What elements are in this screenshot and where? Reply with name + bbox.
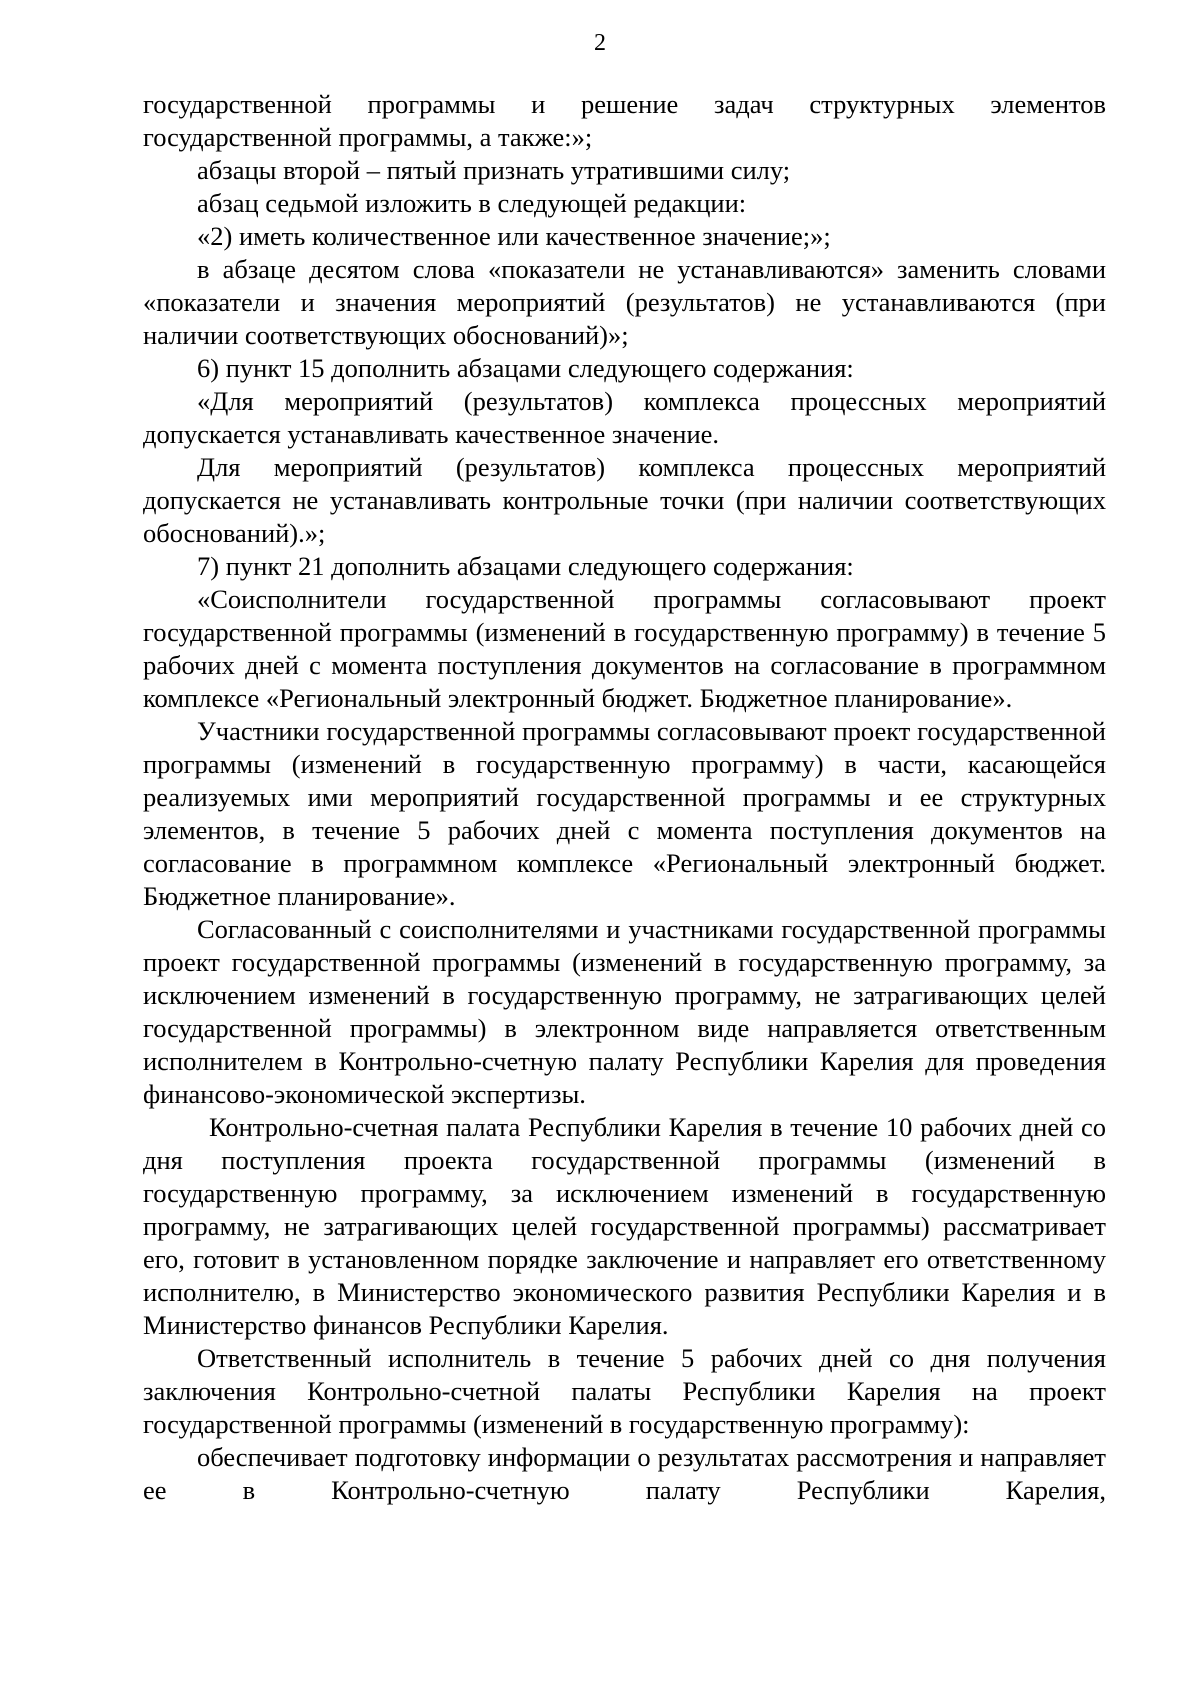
paragraph: абзац седьмой изложить в следующей редакции: [197,188,747,218]
paragraph: 6) пункт 15 дополнить абзацами следующего содержания: [197,353,854,383]
paragraph: Ответственный исполнитель в течение 5 рабочих дней со дня получения заключения Контрольно-счетной палаты Республики Карелия на проект государственной программы (изменений в государственную программу): [143,1343,1106,1439]
paragraph: Контрольно-счетная палата Республики Карелия в течение 10 рабочих дней со дня поступления проекта государственной программы (изменений в государственную программу, за исключением изменений в государственную программу, не затрагивающих целей государственной программы) рассматривает его, готовит в установленном порядке заключение и направляет его ответственному исполнителю, в Министерство экономического развития Республики Карелия и в Министерство финансов Республики Карелия. [143,1112,1106,1340]
paragraph: обеспечивает подготовку информации о результатах рассмотрения и направляет ее в Контрольно-счетную палату Республики Карелия, [143,1442,1106,1505]
page-number: 2 [594,30,606,56]
paragraph: в абзаце десятом слова «показатели не устанавливаются» заменить словами «показатели и значения мероприятий (результатов) не устанавливаются (при наличии соответствующих обоснований)»; [143,254,1106,350]
paragraph: 7) пункт 21 дополнить абзацами следующего содержания: [197,551,854,581]
paragraph: «Для мероприятий (результатов) комплекса процессных мероприятий допускается устанавливать качественное значение. [143,386,1106,449]
paragraph: государственной программы и решение задач структурных элементов государственной программы, а также:»; [143,89,1106,152]
paragraph: «Соисполнители государственной программы согласовывают проект государственной программы (изменений в государственную программу) в течение 5 рабочих дней с момента поступления документов на согласование в программном комплексе «Региональный электронный бюджет. Бюджетное планирование». [143,584,1106,713]
paragraph: Участники государственной программы согласовывают проект государственной программы (изменений в государственную программу) в части, касающейся реализуемых ими мероприятий государственной программы и ее структурных элементов, в течение 5 рабочих дней с момента поступления документов на согласование в программном комплексе «Региональный электронный бюджет. Бюджетное планирование». [143,716,1106,911]
paragraph: абзацы второй – пятый признать утратившими силу; [197,155,791,185]
paragraph: Для мероприятий (результатов) комплекса процессных мероприятий допускается не устанавливать контрольные точки (при наличии соответствующих обоснований).»; [143,452,1106,548]
document-body [143,88,1106,1507]
paragraph: «2) иметь количественное или качественное значение;»; [197,221,831,251]
paragraph: Согласованный с соисполнителями и участниками государственной программы проект государственной программы (изменений в государственную программу, за исключением изменений в государственную программу, не затрагивающих целей государственной программы) в электронном виде направляется ответственным исполнителем в Контрольно-счетную палату Республики Карелия для проведения финансово-экономической экспертизы. [143,914,1106,1109]
